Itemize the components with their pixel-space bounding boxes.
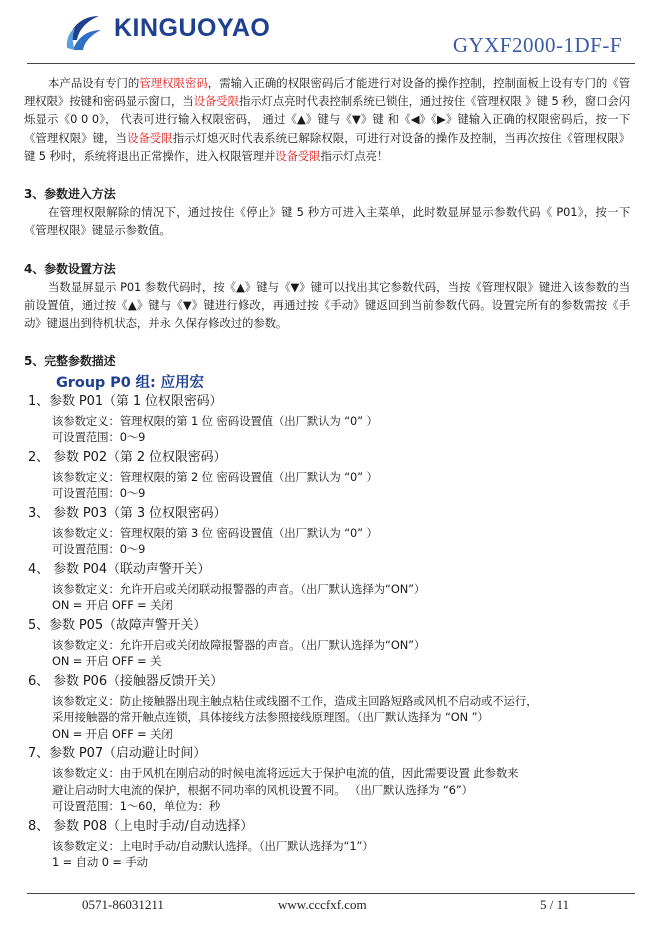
param-line: ON = 开启 OFF = 关 (52, 654, 162, 669)
section-body-3: 在管理权限解除的情况下，通过按住《停止》键 5 秒方可进入主菜单，此时数显屏显示参数代码《 P01》，按一下《管理权限》键显示参数值。 (24, 205, 630, 238)
section-title-4: 4、参数设置方法 (24, 261, 116, 276)
param-line: 该参数定义：上电时手动/自动默认选择。（出厂默认选择为“1”） (52, 838, 374, 853)
param-line: 该参数定义：管理权限的第 1 位 密码设置值（出厂默认为 “0” ） (52, 413, 378, 428)
param-p04 (24, 561, 630, 614)
swirl-logo-icon (63, 10, 109, 56)
model-number: GYXF2000-1DF-F (452, 33, 622, 57)
section-title-5: 5、完整参数描述 (24, 354, 116, 369)
param-line: 该参数定义：允许开启或关闭故障报警器的声音。（出厂默认选择为“ON”） (52, 637, 426, 652)
param-title: 6、 参数 P06（接触器反馈开关） (28, 673, 224, 689)
param-title: 7、参数 P07（启动避让时间） (28, 746, 207, 762)
param-title: 4、 参数 P04（联动声警开关） (28, 561, 211, 577)
footer-divider (27, 893, 635, 894)
param-title: 2、 参数 P02（第 2 位权限密码） (28, 449, 227, 465)
param-line: 该参数定义：管理权限的第 3 位 密码设置值（出厂默认为 “0” ） (52, 525, 378, 540)
param-p08 (24, 818, 630, 871)
param-line: ON = 开启 OFF = 关闭 (52, 726, 173, 741)
param-title: 1、参数 P01（第 1 位权限密码） (28, 393, 223, 409)
intro-text: 指示灯点亮！ (320, 148, 389, 163)
intro-text: 本产品设有专门的 (48, 76, 140, 90)
param-p05 (24, 617, 630, 670)
highlight-password: 管理权限密码 (139, 76, 208, 90)
param-title: 8、 参数 P08（上电时手动/自动选择） (28, 818, 254, 834)
group-title: Group P0 组: 应用宏 (56, 374, 204, 391)
param-line: 可设置范围：0～9 (52, 430, 146, 445)
param-line: 该参数定义：由于风机在刚启动的时候电流将远远大于保护电流的值，因此需要设置 此参数来 (52, 766, 519, 781)
param-p03 (24, 505, 630, 558)
param-p06 (24, 673, 630, 743)
param-p02 (24, 449, 630, 502)
section-body-4: 当数显屏显示 P01 参数代码时，按《▲》键与《▼》键可以找出其它参数代码，当按《管理权限》键进入该参数的当前设置值，通过按《▲》键与《▼》键进行修改，再通过按《手动》键返回到当前参数代码。设置完所有的参数需按《手动》键退出到待机状态，并永 久保存修改过的参数。 (24, 279, 630, 331)
param-line: 避让启动时大电流的保护，根据不同功率的风机设置不同。 （出厂默认选择为 “6”） (52, 782, 473, 797)
footer-phone: 0571-86031211 (82, 897, 164, 912)
footer-page-number: 5 / 11 (540, 897, 570, 912)
section-title-3: 3、参数进入方法 (24, 187, 116, 202)
param-line: ON = 开启 OFF = 关闭 (52, 598, 173, 613)
intro-text: 指示灯点亮时代表控制系统已锁住，通过按住《管理权限 》键 5 秒，窗口会闪烁显示《0 0 0》， 代表可进行输入权限密码， 通过《▲》键与《▼》键 和《◀》《▶》键输入正确的权限密码后，按一下《管理权限》键，当 (24, 94, 630, 145)
spacer (24, 332, 630, 352)
spacer (24, 165, 630, 185)
intro-paragraph (24, 74, 630, 165)
param-title: 5、参数 P05（故障声警开关） (28, 617, 207, 633)
param-line: 可设置范围：0～9 (52, 486, 146, 501)
param-line: 可设置范围：1～60，单位为：秒 (52, 799, 221, 814)
param-line: 该参数定义：允许开启或关闭联动报警器的声音。（出厂默认选择为“ON”） (52, 581, 426, 596)
param-line: 1 = 自动 0 = 手动 (52, 855, 148, 870)
param-p07 (24, 745, 630, 815)
param-list (24, 393, 630, 871)
param-line: 该参数定义：管理权限的第 2 位 密码设置值（出厂默认为 “0” ） (52, 469, 378, 484)
param-p01 (24, 393, 630, 446)
intro-text: 指示灯熄灭时代表系统已解除权限，可进行对设备的操作及控制，当再次按住《管理权限》键 5 秒时，系统将退出正常操作，进入权限管理并 (24, 130, 630, 163)
param-line: 可设置范围：0～9 (52, 542, 146, 557)
highlight-restricted: 设备受限 (126, 130, 173, 145)
intro-text: ，需输入正确的权限密码后才能进行对设备的操作控制，控制面板上设有专门的《管理权限》按键和密码显示窗口，当 (24, 76, 630, 109)
header-divider (27, 63, 635, 64)
brand-name: KINGUOYAO (114, 14, 271, 42)
page-header (0, 0, 662, 66)
spacer (24, 240, 630, 260)
param-line: 采用接触器的常开触点连锁，具体接线方法参照接线原理图。（出厂默认选择为 “ON ”） (52, 710, 489, 725)
param-title: 3、 参数 P03（第 3 位权限密码） (28, 505, 227, 521)
highlight-restricted: 设备受限 (275, 148, 321, 163)
param-line: 该参数定义：防止接触器出现主触点粘住或线圈不工作，造成主回路短路或风机不启动或不运行， (52, 693, 538, 708)
footer-website: www.cccfxf.com (278, 897, 367, 912)
document-body (24, 74, 630, 874)
highlight-restricted: 设备受限 (193, 94, 239, 109)
